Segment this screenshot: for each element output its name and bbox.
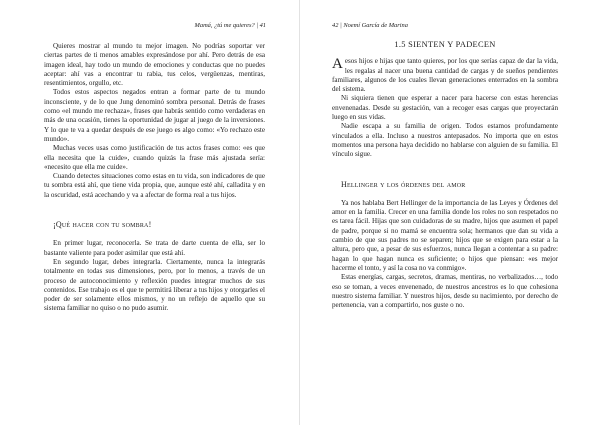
left-running-header: Mamá, ¿tú me quieres? | 41 <box>194 22 266 29</box>
body-paragraph: Muchas veces usas como justificación de tus actos frases como: «es que ella necesita que la cuide», cuando quizás la frase más ajustada sería: «necesito que ella me cuide». <box>44 144 265 171</box>
right-page <box>300 0 600 425</box>
body-paragraph: En segundo lugar, debes integrarla. Ciertamente, nunca la integrarás totalmente en todas sus dimensiones, pero, por lo menos, a través de un proceso de autoconocimiento y reflexión puedes integrar muchos de sus contenidos. Ese trabajo es el que te permitirá liberar a tus hijos y otorgarles el poder de ser solamente ellos mismos, y no un reflejo de aquello que su sistema familiar no quiso o no pudo asumir. <box>44 257 265 313</box>
body-paragraph: Cuando detectes situaciones como estas en tu vida, son indicadores de que tu sombra está ahí, que tiene vida propia, que, aunque esté ahí, calladita y en la oscuridad, está acechando y va a afectar de forma real a tus hijos. <box>44 172 265 199</box>
chapter-title: 1.5 SIENTEN Y PADECEN <box>394 40 496 49</box>
body-paragraph-first <box>332 57 558 94</box>
first-paragraph-text: esos hijos e hijas que tanto quieres, por los que serías capaz de dar la vida, les regalas al nacer una buena cantidad de cargas y de sueños pendientes familiares, algunos de los cuales llevan generaciones enterrados en la sombra del sistema. <box>332 57 558 94</box>
body-paragraph: Ya nos hablaba Bert Hellinger de la importancia de las Leyes y Órdenes del amor en la familia. Crecer en una familia donde los roles no son respetados no es tarea fácil. Hijas que son cuidadoras de su madre, hijos que asumen el papel de padre, porque si no mamá se encuentra sola; hermanos que dan su vida a cambio de que sus padres no se separen; hijos que se exigen para estar a la altura, pero que, a pesar de sus esfuerzos, nunca llegan a contentar a su padre: hagan lo que hagan nunca es suficiente; o hijos que piensan: «es mejor hacerme el tonto, y así la cosa no va conmigo». <box>332 198 558 272</box>
body-paragraph: Todos estos aspectos negados entran a formar parte de tu mundo inconsciente, y de lo que Jung denominó sombra personal. Detrás de frases como «el mundo me rechaza», frases que habrás sentido como verdaderas en más de una ocasión, tienes la oportunidad de jugar al juego de la inversiones. Y lo que te va a quedar después de ese juego es algo como: «Yo rechazo este mundo». <box>44 88 265 143</box>
right-page-body <box>332 40 558 310</box>
section-heading: ¡Qué hacer con tu sombra! <box>53 220 152 230</box>
body-paragraph: Estas energías, cargas, secretos, dramas, mentiras, no verbalizados…, todo eso se toman, a veces envenenado, de nuestros ancestros es lo que cohesiona nuestro sistema familiar. Y nuestros hijos, desde su nacimiento, por derecho de pertenencia, van a compartirlo, nos guste o no. <box>332 273 558 310</box>
body-paragraph: Quieres mostrar al mundo tu mejor imagen. No podrías soportar ver ciertas partes de ti menos amables expresándose por ahí. Pero detrás de esa imagen ideal, hay todo un mundo de emociones y conductas que no puedes aceptar: ahí vas a encontrar tu rabia, tus celos, vergüenzas, mentiras, resentimientos, orgullo, etc. <box>44 42 265 88</box>
left-page-body <box>44 42 265 314</box>
section-heading: Hellinger y los órdenes del amor <box>341 179 466 189</box>
drop-cap: A <box>332 56 343 73</box>
body-paragraph: En primer lugar, reconocerla. Se trata de darte cuenta de ella, ser lo bastante valiente para poder asimilar que está ahí. <box>44 239 265 257</box>
right-running-header: 42 | Noemí García de Marina <box>332 22 408 29</box>
body-paragraph: Ni siquiera tienen que esperar a nacer para hacerse con estas herencias envenenadas. Desde su gestación, van a recoger esas cargas que proyectarán luego en sus vidas. <box>332 94 558 122</box>
body-paragraph: Nadie escapa a su familia de origen. Todos estamos profundamente vinculados a ella. Incluso a nuestros antepasados. No importa que en estos momentos una persona haya decidido no hablarse con alguien de su familia. El vínculo sigue. <box>332 122 558 159</box>
